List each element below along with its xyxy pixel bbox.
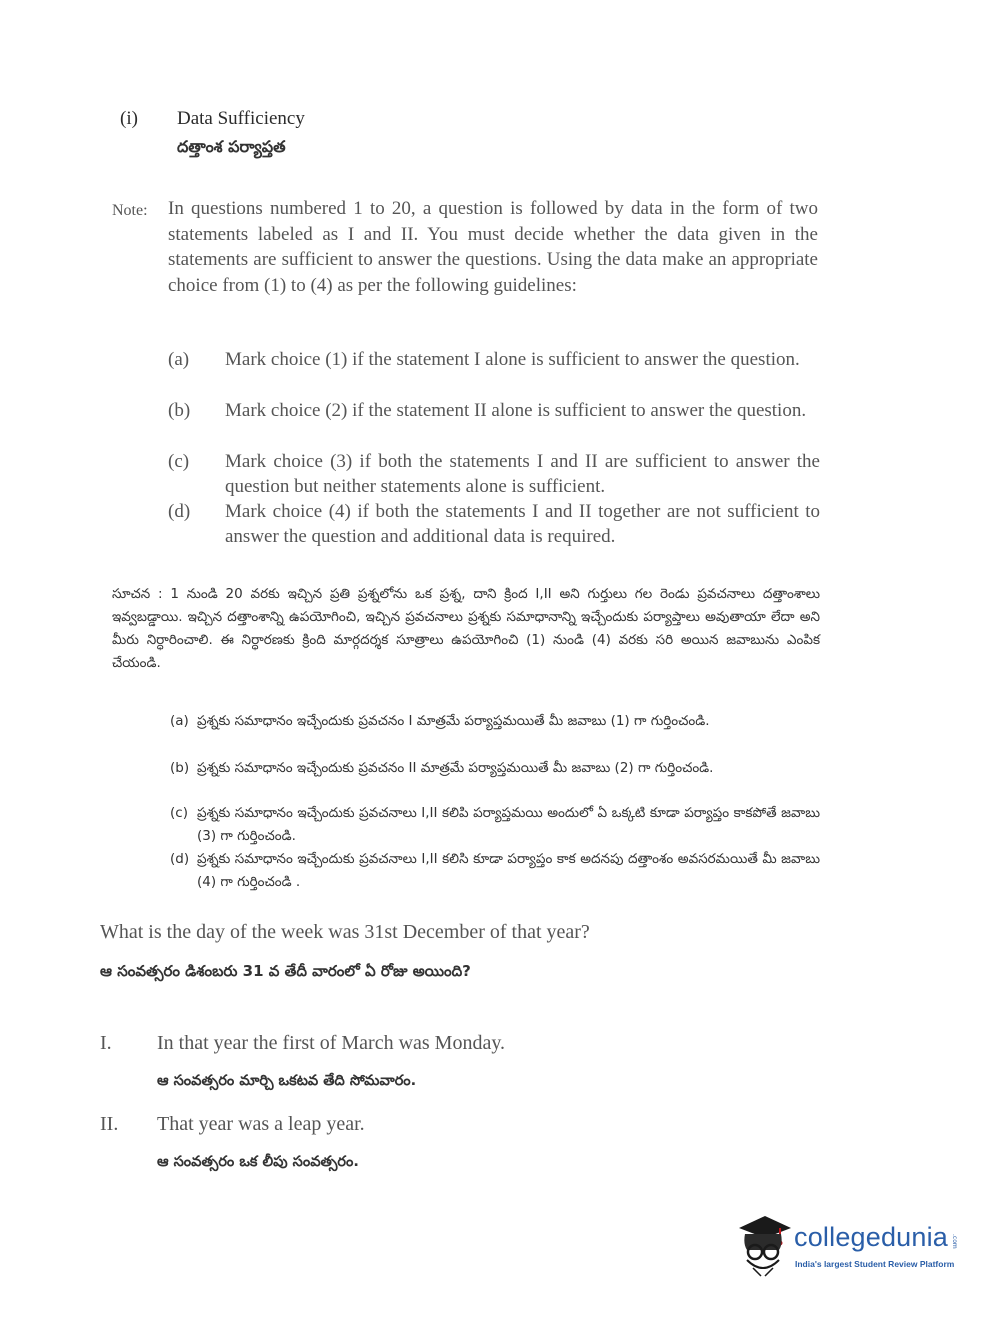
option-text: Mark choice (3) if both the statements I and II are sufficient to answer the question but neither statements alone is sufficient. <box>225 451 820 497</box>
statement-number: II. <box>100 1113 119 1135</box>
option-label: (a) <box>170 713 189 729</box>
option-text: Mark choice (4) if both the statements I and II together are not sufficient to answer the question and additional data is required. <box>225 501 820 547</box>
logo-wordmark: collegedunia <box>794 1222 949 1252</box>
option-text: ప్రశ్నకు సమాధానం ఇచ్చేందుకు ప్రవచనాలు I,II కలిసి కూడా పర్యాప్తం కాక అదనపు దత్తాంశం అవసరమయితే మీ జవాబు (4) గా గుర్తించండి . <box>197 851 820 890</box>
logo-domain-suffix: .com <box>951 1234 958 1249</box>
statement-text: That year was a leap year. <box>157 1113 365 1135</box>
statement-text-telugu: ఆ సంవత్సరం ఒక లీపు సంవత్సరం. <box>157 1154 359 1170</box>
question-text: What is the day of the week was 31st December of that year? <box>100 921 590 943</box>
graduate-mascot-icon <box>735 1210 793 1278</box>
statement-number: I. <box>100 1032 112 1054</box>
section-number: (i) <box>120 108 138 129</box>
logo-tagline: India's largest Student Review Platform <box>795 1259 955 1269</box>
statement-text-telugu: ఆ సంవత్సరం మార్చి ఒకటవ తేది సోమవారం. <box>157 1073 417 1089</box>
note-text: In questions numbered 1 to 20, a question is followed by data in the form of two statements labeled as I and II. You must decide whether the data given in the statements are sufficient to answer the questions. Using the data make an appropriate choice from (1) to (4) as per the following guidelines: <box>168 198 818 296</box>
option-label: (c) <box>170 805 188 821</box>
note-telugu: సూచన : 1 నుండి 20 వరకు ఇచ్చిన ప్రతి ప్రశ్నలోను ఒక ప్రశ్న, దాని క్రింద I,II అని గుర్తులు గల రెండు ప్రవచనాలు దత్తాంశాలు ఇవ్వబడ్డాయి. ఇచ్చిన దత్తాంశాన్ని ఉపయోగించి, ఇచ్చిన ప్రవచనాలు ప్రశ్నకు సమాధానాన్ని ఇచ్చేందుకు పర్యాప్తాలు అవుతాయా లేదా అని మీరు నిర్ధారించాలి. ఈ నిర్ధారణకు క్రింది మార్గదర్శక సూత్రాలు ఉపయోగించి (1) నుండి (4) వరకు సరి అయిన జవాబును ఎంపిక చేయండి. <box>112 586 820 671</box>
option-label: (c) <box>168 451 190 472</box>
option-text: Mark choice (2) if the statement II alone is sufficient to answer the question. <box>225 400 807 421</box>
option-text: ప్రశ్నకు సమాధానం ఇచ్చేందుకు ప్రవచనం II మాత్రమే పర్యాప్తమయితే మీ జవాబు (2) గా గుర్తించండి. <box>197 760 714 776</box>
section-title-telugu: దత్తాంశ పర్యాప్తత <box>177 137 286 156</box>
collegedunia-logo <box>735 1210 965 1280</box>
statement-text: In that year the first of March was Monday. <box>157 1032 506 1054</box>
section-title: Data Sufficiency <box>177 108 305 129</box>
option-label: (b) <box>170 760 190 776</box>
option-text: ప్రశ్నకు సమాధానం ఇచ్చేందుకు ప్రవచనం I మాత్రమే పర్యాప్తమయితే మీ జవాబు (1) గా గుర్తించండి. <box>197 713 710 729</box>
option-label: (a) <box>168 349 190 370</box>
option-text: ప్రశ్నకు సమాధానం ఇచ్చేందుకు ప్రవచనాలు I,II కలిపి పర్యాప్తమయి అందులో ఏ ఒక్కటి కూడా పర్యాప్తం కాకపోతే జవాబు (3) గా గుర్తించండి. <box>197 805 820 844</box>
note-label: Note: <box>112 202 148 219</box>
option-label: (d) <box>168 501 191 522</box>
question-text-telugu: ఆ సంవత్సరం డిశంబరు 31 వ తేదీ వారంలో ఏ రోజు అయింది? <box>100 962 471 980</box>
option-label: (d) <box>170 851 190 867</box>
option-text: Mark choice (1) if the statement I alone is sufficient to answer the question. <box>225 349 800 370</box>
option-label: (b) <box>168 400 191 421</box>
